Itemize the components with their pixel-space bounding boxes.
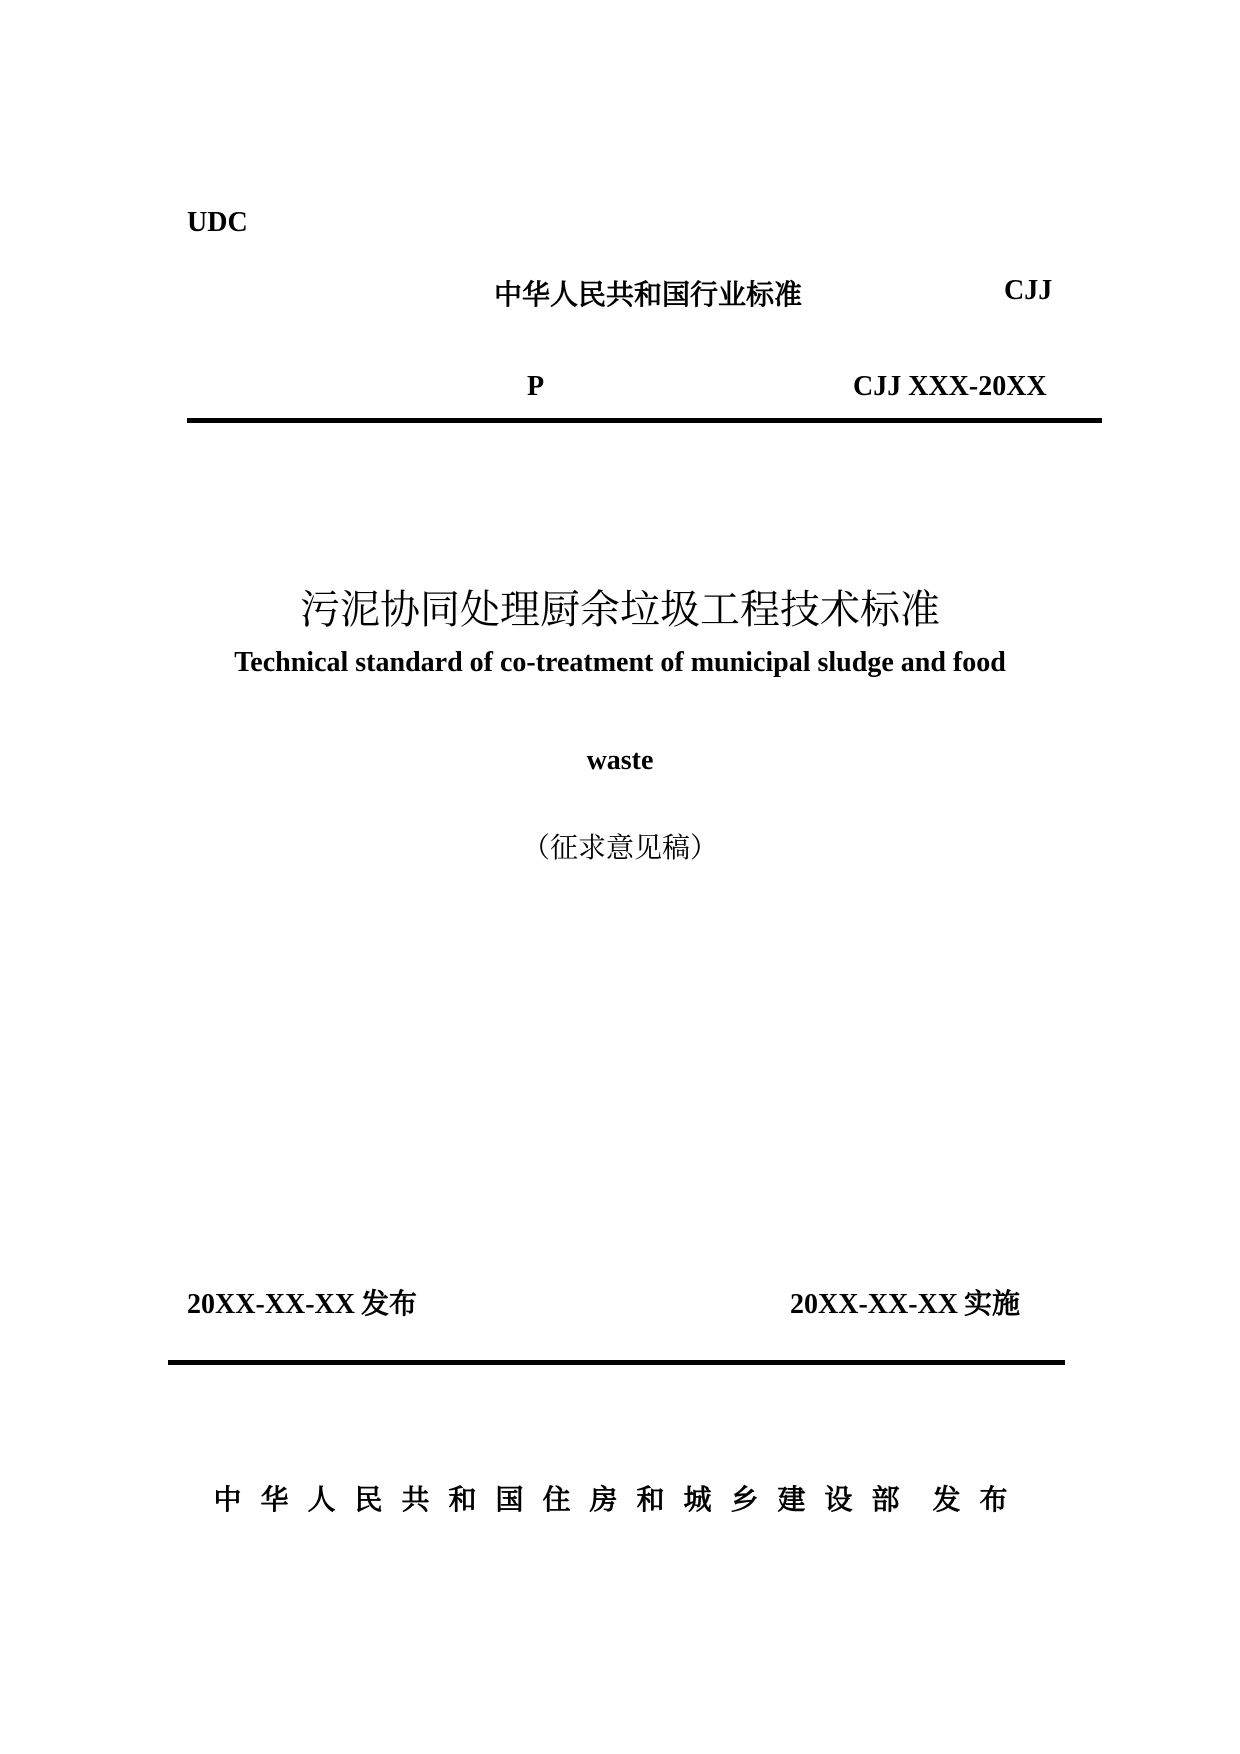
issue-label: 发布 xyxy=(360,1287,417,1320)
effective-label: 实施 xyxy=(963,1287,1020,1320)
series-code: CJJ xyxy=(1004,275,1053,306)
header-divider xyxy=(187,418,1102,423)
issue-date: 20XX-XX-XX xyxy=(187,1289,355,1320)
udc-label: UDC xyxy=(187,207,248,238)
document-title-english-line1: Technical standard of co-treatment of municipal sludge and food xyxy=(234,647,1006,678)
draft-status-note: （征求意见稿） xyxy=(521,831,718,864)
standard-number: CJJ XXX-20XX xyxy=(853,371,1047,402)
publisher-name: 中华人民共和国住房和城乡建设部 xyxy=(213,1483,919,1516)
issue-date-block xyxy=(187,1282,417,1322)
footer-divider xyxy=(168,1360,1065,1365)
document-title-english-line2: waste xyxy=(586,745,654,776)
classification-code: P xyxy=(527,371,545,402)
effective-date: 20XX-XX-XX xyxy=(790,1289,958,1320)
publisher-line xyxy=(0,1478,1240,1518)
publish-label: 发布 xyxy=(932,1483,1027,1516)
standard-type-title: 中华人民共和国行业标准 xyxy=(494,278,803,311)
effective-date-block xyxy=(790,1282,1020,1322)
document-title-chinese: 污泥协同处理厨余垃圾工程技术标准 xyxy=(300,587,940,633)
